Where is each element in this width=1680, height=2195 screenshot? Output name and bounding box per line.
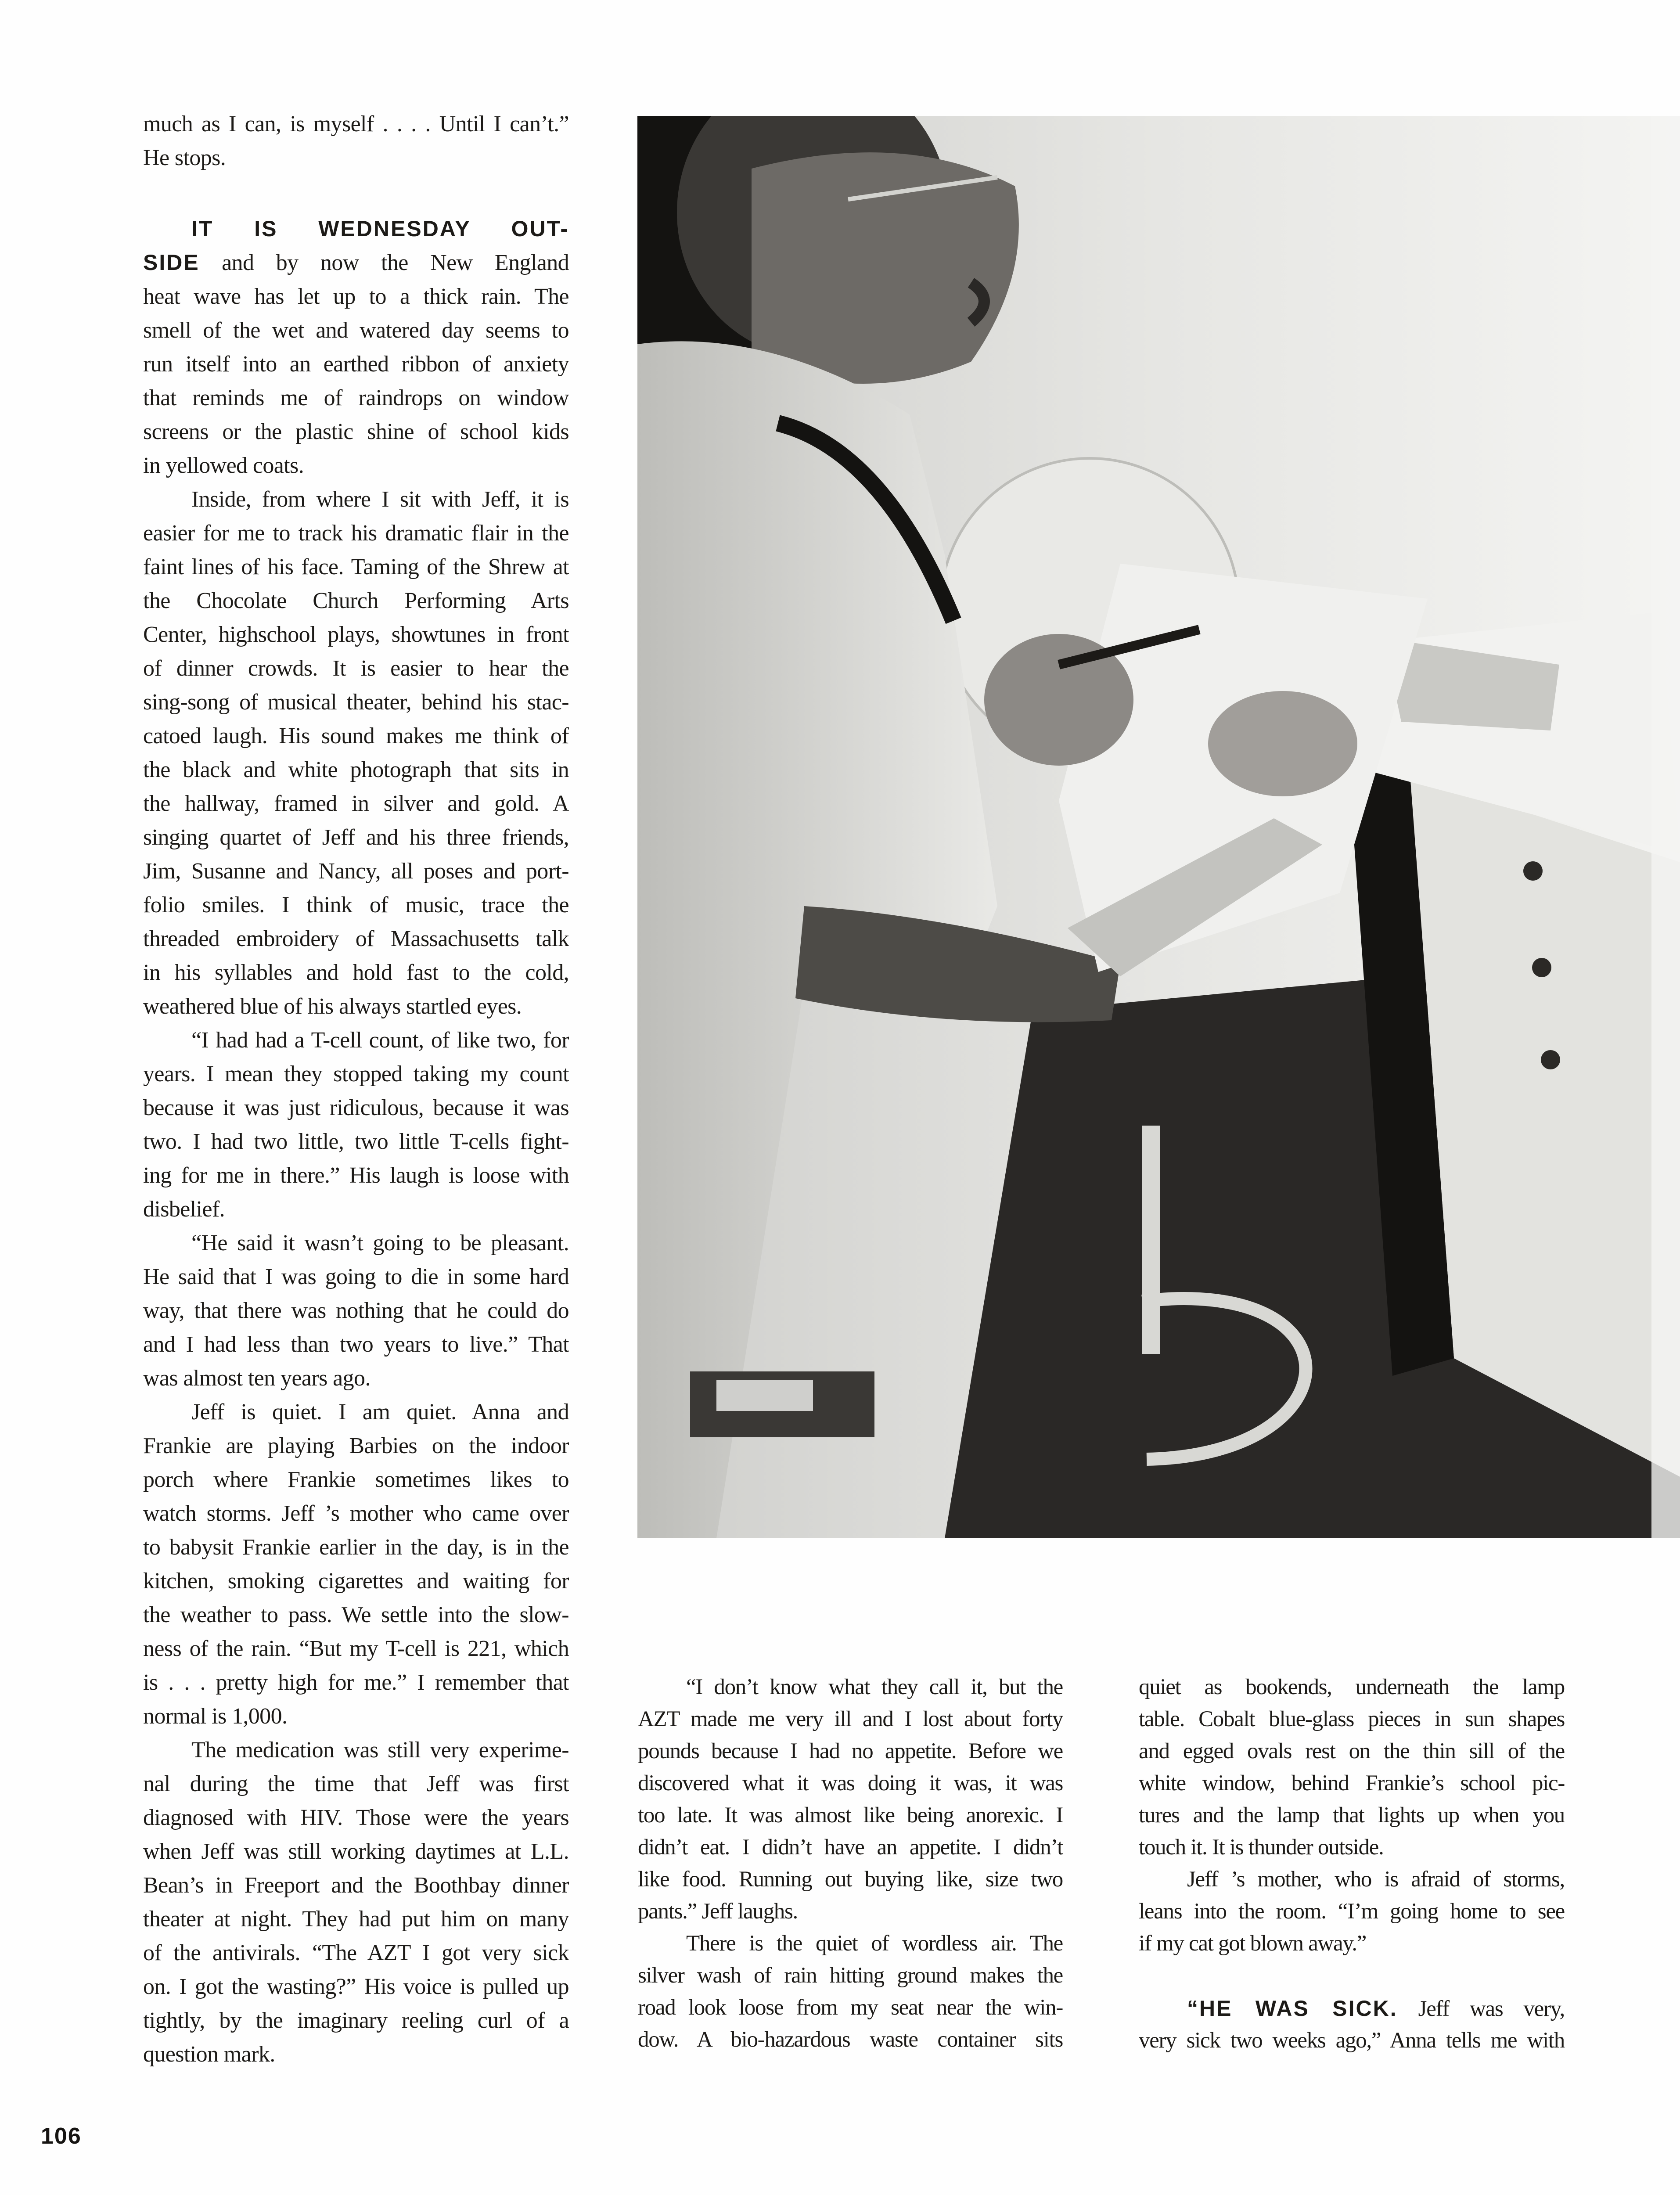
body-line: Center, highschool plays, showtunes in front (143, 622, 569, 647)
body-line: ing for me in there.” His laugh is loose with (143, 1163, 569, 1188)
body-line: table. Cobalt blue-glass pieces in sun shapes (1139, 1707, 1565, 1731)
body-line: touch it. It is thunder outside. (1139, 1835, 1384, 1860)
photograph-man-with-clipboard-icon (637, 116, 1680, 1538)
body-line: silver wash of rain hitting ground makes the (638, 1963, 1063, 1988)
body-line: watch storms. Jeff ’s mother who came over (143, 1501, 569, 1526)
text-column-3 (1139, 1671, 1565, 2057)
body-line: diagnosed with HIV. Those were the years (143, 1805, 569, 1830)
body-line: tures and the lamp that lights up when you (1139, 1803, 1565, 1828)
section-gap (143, 175, 569, 212)
body-line: if my cat got blown away.” (1139, 1931, 1367, 1956)
body-line: Frankie are playing Barbies on the indoor (143, 1433, 569, 1458)
page-number: 106 (41, 2123, 82, 2149)
body-line: Jeff ’s mother, who is afraid of storms, (1187, 1867, 1565, 1892)
body-line: is . . . pretty high for me.” I remember that (143, 1670, 569, 1695)
body-line: of dinner crowds. It is easier to hear the (143, 656, 569, 681)
body-line: years. I mean they stopped taking my count (143, 1062, 569, 1087)
body-line: of the antivirals. “The AZT I got very sick (143, 1940, 569, 1965)
body-line: the Chocolate Church Performing Arts (143, 588, 569, 613)
body-line: There is the quiet of wordless air. The (686, 1931, 1063, 1956)
section-lead-line (1139, 1993, 1565, 2025)
body-line: road look loose from my seat near the win- (638, 1995, 1063, 2020)
body-line: quiet as bookends, underneath the lamp (1139, 1675, 1565, 1699)
body-line: very sick two weeks ago,” Anna tells me with (1139, 2028, 1565, 2053)
body-line: in his syllables and hold fast to the cold, (143, 960, 569, 985)
body-line: disbelief. (143, 1197, 225, 1222)
body-line: folio smiles. I think of music, trace the (143, 892, 569, 918)
body-line: sing-song of musical theater, behind his stac- (143, 690, 569, 715)
body-line: the black and white photograph that sits in (143, 757, 569, 782)
body-line: singing quartet of Jeff and his three friends, (143, 825, 569, 850)
body-line: much as I can, is myself . . . . Until I can’t.” (143, 112, 569, 137)
body-line: discovered what it was doing it was, it was (638, 1771, 1063, 1796)
body-line: theater at night. They had put him on many (143, 1907, 569, 1932)
body-line: The medication was still very experime- (191, 1738, 569, 1763)
body-line: pounds because I had no appetite. Before we (638, 1739, 1063, 1763)
body-line: easier for me to track his dramatic flair in the (143, 521, 569, 546)
body-line: Inside, from where I sit with Jeff, it is (191, 487, 569, 512)
body-line: that reminds me of raindrops on window (143, 385, 569, 410)
body-line: run itself into an earthed ribbon of anxiety (143, 352, 569, 377)
text-column-1 (143, 107, 569, 2071)
section-lead-heading: IT IS WEDNESDAY OUT- (191, 216, 569, 241)
body-line: because it was just ridiculous, because it was (143, 1095, 569, 1120)
body-line: tightly, by the imaginary reeling curl of a (143, 2008, 569, 2033)
body-line: and egged ovals rest on the thin sill of the (1139, 1739, 1565, 1763)
body-line: AZT made me very ill and I lost about forty (638, 1707, 1063, 1731)
body-line: was almost ten years ago. (143, 1366, 371, 1391)
body-line: pants.” Jeff laughs. (638, 1899, 798, 1924)
body-line: He said that I was going to die in some hard (143, 1264, 569, 1289)
body-text: and by now the New England (199, 250, 569, 275)
body-line: question mark. (143, 2042, 275, 2067)
body-line: and I had less than two years to live.” That (143, 1332, 569, 1357)
body-line: didn’t eat. I didn’t have an appetite. I didn’t (638, 1835, 1063, 1860)
body-line: normal is 1,000. (143, 1704, 288, 1729)
body-line: in yellowed coats. (143, 453, 304, 478)
section-lead-heading-cont: SIDE (143, 250, 200, 275)
section-lead-line (143, 246, 569, 280)
body-line: ness of the rain. “But my T-cell is 221, which (143, 1636, 569, 1661)
body-text: Jeff was very, (1397, 1997, 1565, 2021)
body-line: when Jeff was still working daytimes at L.L. (143, 1839, 569, 1864)
body-line: kitchen, smoking cigarettes and waiting for (143, 1569, 569, 1594)
body-line: Bean’s in Freeport and the Boothbay dinner (143, 1873, 569, 1898)
body-line: porch where Frankie sometimes likes to (143, 1467, 569, 1492)
body-line: leans into the room. “I’m going home to see (1139, 1899, 1565, 1924)
body-line: screens or the plastic shine of school kids (143, 419, 569, 444)
body-line: like food. Running out buying like, size two (638, 1867, 1063, 1892)
body-line: smell of the wet and watered day seems to (143, 318, 569, 343)
body-line: too late. It was almost like being anorexic. I (638, 1803, 1063, 1828)
section-gap (1139, 1960, 1565, 1993)
body-line: nal during the time that Jeff was first (143, 1771, 569, 1796)
body-line: “He said it wasn’t going to be pleasant. (191, 1231, 569, 1256)
body-line: way, that there was nothing that he could do (143, 1298, 569, 1323)
text-column-2 (638, 1671, 1063, 2056)
body-line: weathered blue of his always startled eyes. (143, 994, 522, 1019)
body-line: He stops. (143, 145, 226, 170)
body-line: dow. A bio-hazardous waste container sits (638, 2027, 1063, 2052)
body-line: threaded embroidery of Massachusetts talk (143, 926, 569, 951)
body-line: faint lines of his face. Taming of the Shrew at (143, 554, 569, 579)
body-line: on. I got the wasting?” His voice is pulled up (143, 1974, 569, 1999)
body-line: “I had had a T-cell count, of like two, for (191, 1028, 569, 1053)
body-line: catoed laugh. His sound makes me think of (143, 723, 569, 748)
body-line: white window, behind Frankie’s school pic- (1139, 1771, 1565, 1796)
body-line: two. I had two little, two little T-cells fight- (143, 1129, 569, 1154)
body-line: to babysit Frankie earlier in the day, is in the (143, 1535, 569, 1560)
body-line: the weather to pass. We settle into the slow- (143, 1602, 569, 1627)
section-lead-heading: “HE WAS SICK. (1187, 1996, 1398, 2021)
body-line: Jim, Susanne and Nancy, all poses and port- (143, 859, 569, 884)
body-line: the hallway, framed in silver and gold. A (143, 791, 569, 816)
body-line: “I don’t know what they call it, but the (686, 1675, 1063, 1699)
photograph (637, 116, 1680, 1538)
body-line: Jeff is quiet. I am quiet. Anna and (191, 1400, 569, 1425)
body-line: heat wave has let up to a thick rain. The (143, 284, 569, 309)
